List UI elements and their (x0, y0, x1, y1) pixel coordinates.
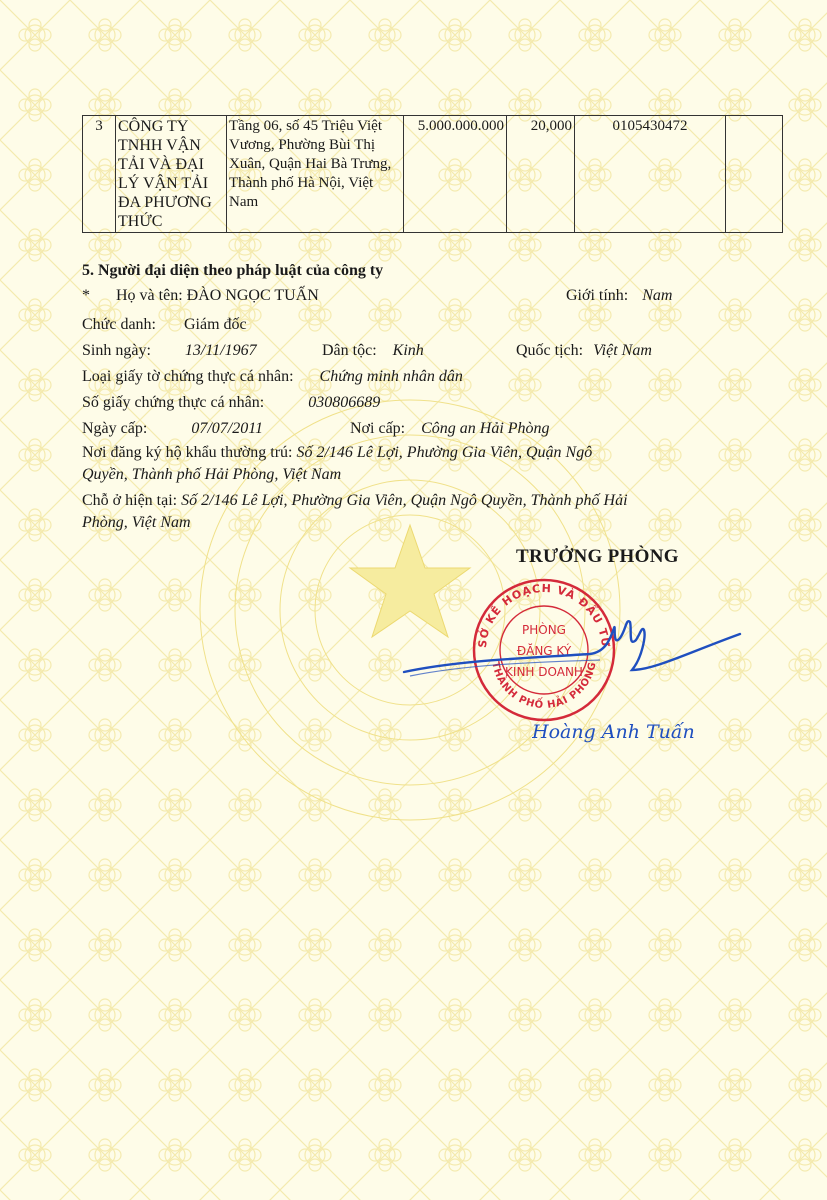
bullet: * (82, 287, 90, 304)
tax-id-cell: 0105430472 (575, 116, 726, 233)
dob-value: 13/11/1967 (184, 342, 257, 359)
residence-value-1: Số 2/146 Lê Lợi, Phường Gia Viên, Quận Ngô (296, 444, 593, 461)
name-label: Họ và tên: (116, 287, 183, 304)
percent-cell: 20,000 (507, 116, 575, 233)
issue-place-label: Nơi cấp: (350, 420, 406, 437)
note-cell (726, 116, 783, 233)
gender-line (566, 287, 672, 305)
idtype-value: Chứng minh nhân dân (319, 368, 463, 385)
signer-name: Hoàng Anh Tuấn (532, 721, 695, 743)
ethnic-line (322, 342, 424, 360)
idnum-line (82, 394, 380, 412)
issue-date-value: 07/07/2011 (191, 420, 264, 437)
issue-date-line (82, 420, 263, 438)
ethnic-value: Kinh (392, 342, 424, 359)
name-line (82, 287, 319, 305)
gender-value: Nam (642, 287, 673, 304)
idnum-label: Số giấy chứng thực cá nhân: (82, 394, 265, 411)
position-line (82, 316, 247, 334)
residence-line-1 (82, 444, 592, 462)
nationality-line (516, 342, 652, 360)
current-value-2: Phòng, Việt Nam (82, 514, 191, 531)
handwritten-signature (400, 600, 750, 700)
issue-place-value: Công an Hải Phòng (421, 420, 550, 437)
position-value: Giám đốc (184, 316, 247, 333)
current-value-1: Số 2/146 Lê Lợi, Phường Gia Viên, Quận Ngô Quyền, Thành phố Hải (181, 492, 628, 509)
seal-bottom-text: THÀNH PHỐ HẢI PHÒNG (489, 660, 599, 712)
seal-center-3: KINH DOANH (505, 665, 583, 679)
current-line-1 (82, 492, 628, 510)
ethnic-label: Dân tộc: (322, 342, 377, 359)
idtype-label: Loại giấy tờ chứng thực cá nhân: (82, 368, 294, 385)
signatory-title: TRƯỞNG PHÒNG (516, 546, 679, 567)
residence-value-2: Quyền, Thành phố Hải Phòng, Việt Nam (82, 466, 342, 483)
company-address-cell: Tầng 06, số 45 Triệu Việt Vương, Phường Bùi Thị Xuân, Quận Hai Bà Trưng, Thành phố Hà Nội, Việt Nam (227, 116, 404, 233)
issue-place-line (350, 420, 550, 438)
position-label: Chức danh: (82, 316, 156, 333)
table-row (83, 116, 783, 233)
section-title: 5. Người đại diện theo pháp luật của công ty (82, 262, 384, 279)
members-table (82, 115, 783, 233)
seal-center-1: PHÒNG (522, 623, 566, 637)
dob-line (82, 342, 257, 360)
dob-label: Sinh ngày: (82, 342, 151, 359)
current-label: Chỗ ở hiện tại: (82, 492, 178, 509)
capital-cell: 5.000.000.000 (404, 116, 507, 233)
residence-label: Nơi đăng ký hộ khẩu thường trú: (82, 444, 293, 461)
row-number: 3 (83, 116, 116, 233)
seal-center-2: ĐĂNG KÝ (516, 644, 572, 658)
signer-name-script (532, 710, 742, 750)
seal-outer-text: SỞ KẾ HOẠCH VÀ ĐẦU TƯ (475, 581, 613, 649)
gender-label: Giới tính: (566, 287, 629, 304)
issue-date-label: Ngày cấp: (82, 420, 148, 437)
company-name-cell: CÔNG TY TNHH VẬN TẢI VÀ ĐẠI LÝ VẬN TẢI ĐA PHƯƠNG THỨC (116, 116, 227, 233)
idtype-line (82, 368, 463, 386)
nationality-value: Việt Nam (593, 342, 652, 359)
idnum-value: 030806689 (308, 394, 381, 411)
nationality-label: Quốc tịch: (516, 342, 584, 359)
name-value: ĐÀO NGỌC TUẤN (186, 287, 319, 304)
